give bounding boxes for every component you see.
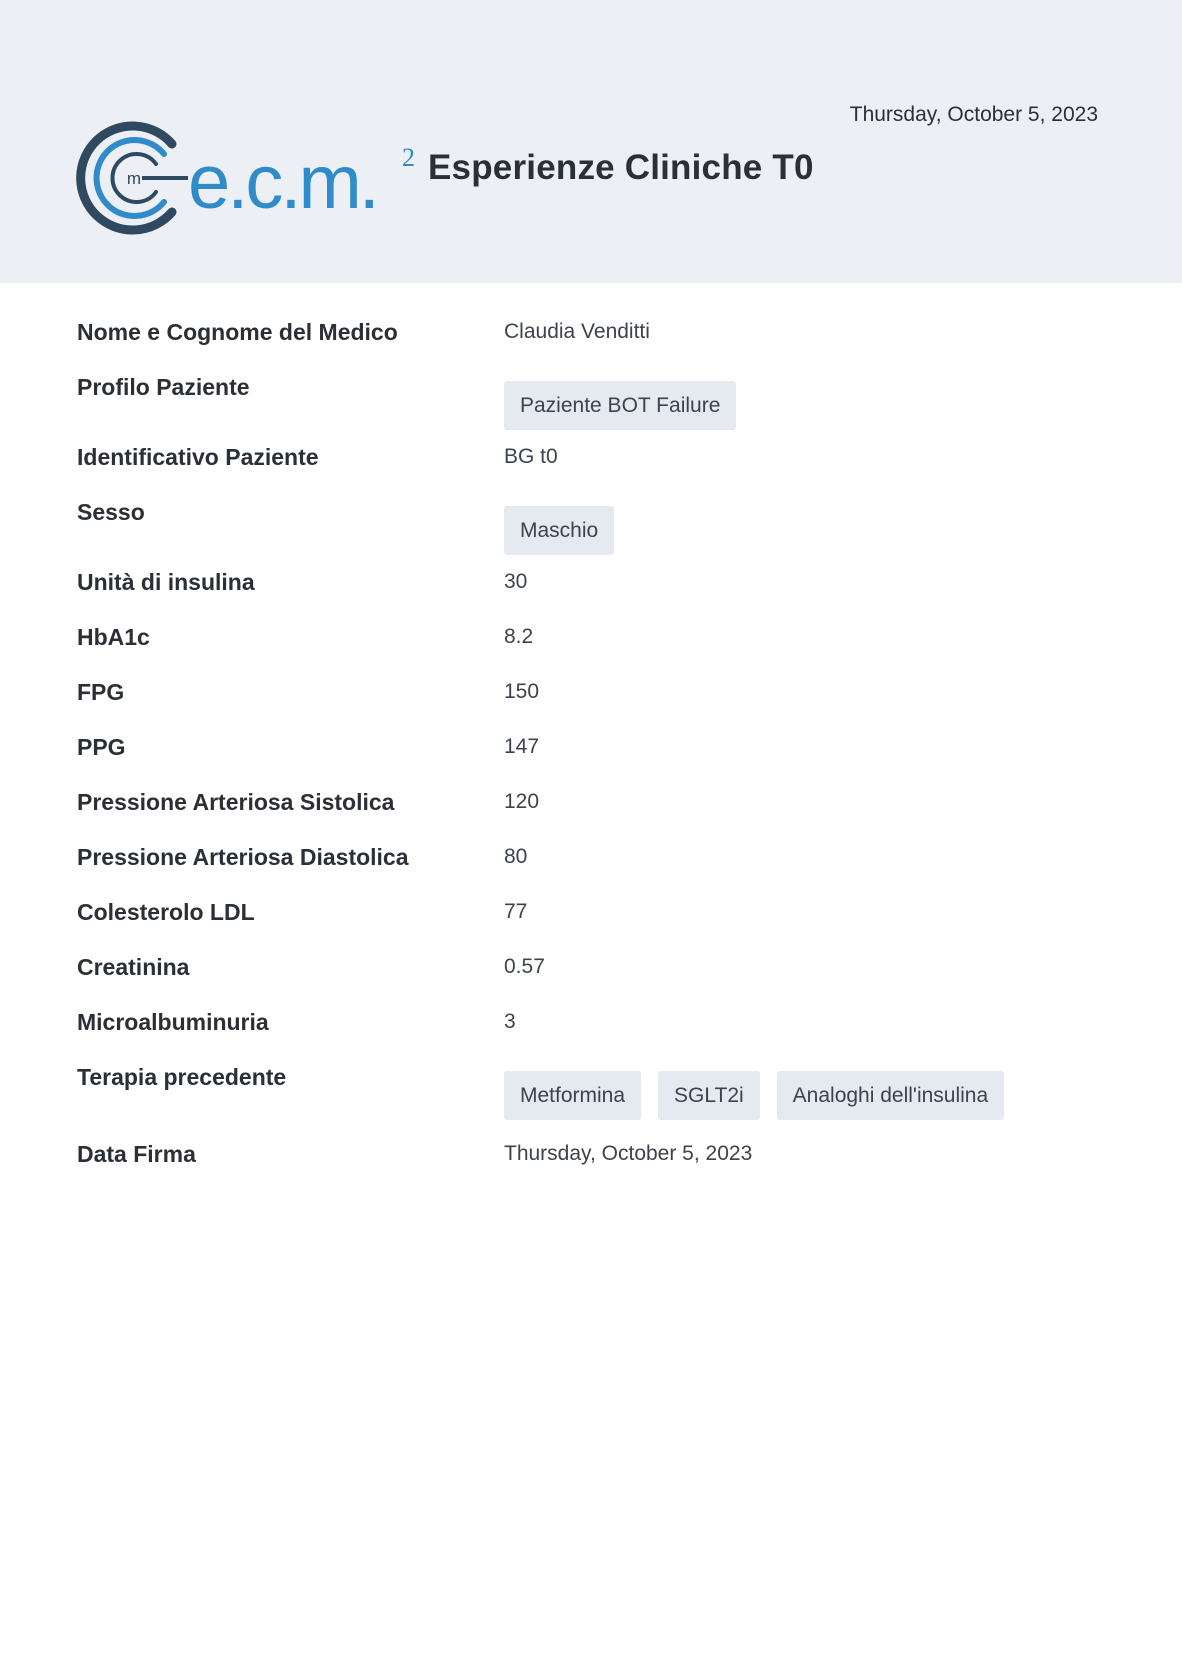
field-label: Colesterolo LDL [77, 899, 255, 925]
field-label: Creatinina [77, 954, 190, 980]
field-label: Pressione Arteriosa Sistolica [77, 789, 395, 815]
field-label: Terapia precedente [77, 1064, 287, 1090]
field-value: 120 [504, 790, 540, 813]
field-row-sesso [77, 496, 1107, 566]
header-date: Thursday, October 5, 2023 [849, 103, 1098, 126]
chip: Maschio [504, 506, 614, 555]
field-row-ppg [77, 731, 1107, 786]
field-value: 3 [504, 1010, 516, 1033]
field-row-identificativo [77, 441, 1107, 496]
field-row-creatinina [77, 951, 1107, 1006]
field-row-ldl [77, 896, 1107, 951]
field-value: 77 [504, 900, 528, 923]
field-row-terapia [77, 1061, 1107, 1138]
page-header [0, 0, 1182, 283]
chip: SGLT2i [658, 1071, 760, 1120]
field-label: Microalbuminuria [77, 1009, 269, 1035]
chip-group [504, 506, 614, 555]
field-row-profilo [77, 371, 1107, 441]
field-value: Thursday, October 5, 2023 [504, 1142, 753, 1165]
chip-group [504, 1071, 1004, 1120]
logo-inner-letter: m [126, 169, 142, 188]
field-label: Unità di insulina [77, 569, 255, 595]
logo-superscript: 2 [402, 143, 415, 172]
chip: Analoghi dell'insulina [777, 1071, 1004, 1120]
field-row-hba1c [77, 621, 1107, 676]
chip: Metformina [504, 1071, 641, 1120]
field-row-microalbuminuria [77, 1006, 1107, 1061]
field-row-diastolica [77, 841, 1107, 896]
field-value: Claudia Venditti [504, 320, 650, 343]
field-label: Profilo Paziente [77, 374, 250, 400]
field-label: FPG [77, 679, 125, 705]
field-row-sistolica [77, 786, 1107, 841]
field-label: Data Firma [77, 1141, 196, 1167]
field-row-data-firma [77, 1138, 1107, 1193]
field-row-insulina [77, 566, 1107, 621]
field-value: 0.57 [504, 955, 545, 978]
field-value: BG t0 [504, 445, 558, 468]
logo-wordmark: e.c.m. [188, 140, 377, 225]
field-value: 8.2 [504, 625, 534, 648]
field-value: 150 [504, 680, 540, 703]
ecm-logo [76, 118, 416, 238]
form-summary [77, 316, 1107, 1193]
field-value: 147 [504, 735, 540, 758]
field-label: Pressione Arteriosa Diastolica [77, 844, 409, 870]
field-row-fpg [77, 676, 1107, 731]
field-label: HbA1c [77, 624, 150, 650]
field-value: 30 [504, 570, 528, 593]
field-label: PPG [77, 734, 126, 760]
chip: Paziente BOT Failure [504, 381, 736, 430]
field-label: Identificativo Paziente [77, 444, 319, 470]
chip-group [504, 381, 736, 430]
field-label: Sesso [77, 499, 145, 525]
field-value: 80 [504, 845, 528, 868]
page-title: Esperienze Cliniche T0 [428, 148, 814, 187]
field-label: Nome e Cognome del Medico [77, 319, 398, 345]
field-row-medico [77, 316, 1107, 371]
